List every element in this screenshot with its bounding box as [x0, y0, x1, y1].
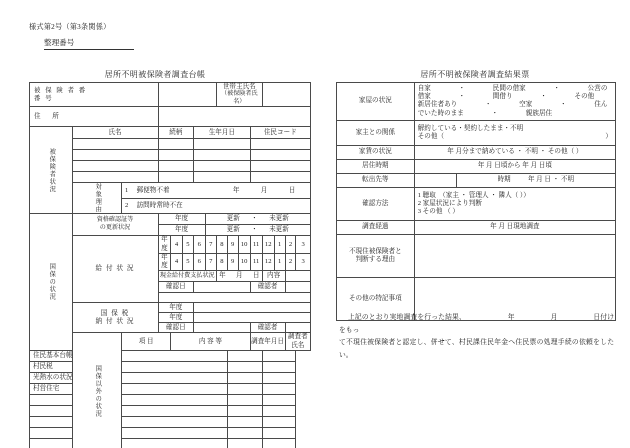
cell-name[interactable]	[72, 150, 158, 161]
month-cell[interactable]: 11	[250, 253, 262, 270]
cash-benefit-label: 現金給付費支払状況	[158, 271, 216, 282]
reason-row-1	[30, 183, 311, 199]
survey-row	[30, 427, 311, 438]
address-value[interactable]	[158, 107, 310, 127]
cell-name[interactable]	[72, 161, 158, 172]
address-label: 住 所	[30, 107, 159, 127]
month-cell[interactable]: 8	[216, 236, 227, 253]
confirm-date-label: 確認日	[158, 282, 194, 293]
month-cell[interactable]: 9	[227, 236, 238, 253]
benefit-year-1[interactable]: 年度	[158, 236, 171, 253]
insurer-number-label: 被 保 険 者 番 番 号	[30, 83, 159, 107]
survey-date[interactable]	[227, 372, 262, 383]
survey-row	[30, 372, 311, 383]
survey-item: 光熱水の状況	[30, 372, 122, 383]
survey-item[interactable]	[30, 438, 122, 448]
survey-date[interactable]	[227, 361, 262, 372]
reason-2[interactable]: 2 訪問時常時不在	[121, 198, 310, 214]
cell-resident-code[interactable]	[250, 139, 310, 150]
survey-row	[30, 438, 311, 448]
surveyor-name[interactable]	[262, 372, 296, 383]
insurer-number-value[interactable]	[158, 83, 216, 107]
residence-period-value[interactable]: 年 月 日頃から 年 月 日頃	[414, 159, 615, 173]
house-condition-label: 家屋の状況	[337, 83, 415, 121]
reason-1[interactable]: 1 郵便物不着 年 月 日	[121, 183, 310, 199]
survey-date[interactable]	[227, 350, 262, 361]
survey-content[interactable]	[121, 416, 227, 427]
cell-resident-code[interactable]	[250, 150, 310, 161]
rent-status-label: 家賃の状況	[337, 145, 415, 159]
col-survey-date: 調査年月日	[250, 333, 285, 350]
tax-value-2[interactable]	[194, 313, 311, 323]
confirm-date-value[interactable]	[194, 282, 251, 293]
benefit-spacer-cell[interactable]	[158, 293, 310, 303]
person-row	[30, 139, 311, 150]
person-row	[30, 161, 311, 172]
cell-birthdate[interactable]	[194, 172, 251, 183]
month-cell[interactable]: 11	[250, 236, 262, 253]
survey-item[interactable]	[30, 394, 122, 405]
tax-value-1[interactable]	[194, 303, 311, 313]
confirmation-method-row	[337, 187, 616, 220]
survey-row	[30, 416, 311, 427]
person-row	[30, 172, 311, 183]
col-resident-code: 住民コード	[250, 127, 310, 139]
survey-header-row	[30, 333, 311, 350]
judgement-reason-label: 不現住被保険者と 判断する理由	[337, 234, 415, 277]
confirmation-method-value[interactable]	[414, 187, 615, 220]
survey-row	[30, 405, 311, 416]
col-name: 氏名	[72, 127, 158, 139]
col-content: 内 容 等	[171, 333, 250, 350]
col-relation: 続柄	[158, 127, 194, 139]
cell-relation[interactable]	[158, 139, 194, 150]
survey-item: 村営住宅	[30, 383, 122, 394]
month-cell[interactable]: 6	[194, 253, 205, 270]
side-label-reason: 対象理由	[72, 183, 121, 214]
benefit-status-label: 給 付 状 況	[72, 236, 158, 303]
surveyor-name[interactable]	[262, 438, 296, 448]
right-panel-title: 居所不明被保険者調査結果票	[420, 70, 530, 79]
remarks-label: その他の特記事項	[337, 277, 415, 320]
moveout-destination-row	[337, 173, 616, 187]
month-cell[interactable]: 1	[274, 236, 285, 253]
house-condition-value[interactable]	[414, 83, 615, 121]
survey-content[interactable]	[121, 350, 227, 361]
survey-item: 住民基本台帳	[30, 350, 122, 361]
document-code: 様式第2号（第3条関係）	[29, 23, 111, 31]
closing-line-1: 上記のとおり実地調査を行った結果、 年 月 日付けをもっ	[339, 314, 615, 334]
survey-item[interactable]	[30, 427, 122, 438]
renewal-year-2[interactable]: 年度	[158, 225, 205, 236]
survey-item[interactable]	[30, 405, 122, 416]
month-cell[interactable]: 4	[171, 253, 182, 270]
surveyor-name[interactable]	[262, 350, 296, 361]
survey-row	[30, 361, 311, 372]
moveout-destination-label: 転出先等	[337, 173, 415, 187]
surveyor-name[interactable]	[262, 416, 296, 427]
side-label-other-status: 国保以外の状況	[72, 333, 121, 448]
survey-content[interactable]	[121, 383, 227, 394]
tax-status-label: 国 保 税 納 付 状 況	[72, 303, 158, 333]
reference-number-label: 整理番号	[44, 38, 75, 47]
surveyor-name[interactable]	[262, 383, 296, 394]
landlord-relation-label: 家主との関係	[337, 120, 415, 145]
confirmation-method-label: 確認方法	[337, 187, 415, 220]
month-cell[interactable]: 7	[205, 236, 216, 253]
benefit-months-row-1	[30, 236, 311, 253]
house-condition-line1: 自家 ・ 民間の借家 ・ 公営の借家 ・ 間借り ・ その他	[417, 85, 608, 101]
cell-name[interactable]	[72, 172, 158, 183]
benefit-year-2[interactable]: 年度	[158, 253, 171, 270]
month-cell[interactable]: 8	[216, 253, 227, 270]
cell-relation[interactable]	[158, 172, 194, 183]
landlord-relation-value[interactable]: 解約している・契約したまま・不明 その他（ ）	[414, 120, 615, 145]
survey-progress-label: 調査経過	[337, 220, 415, 234]
cell-birthdate[interactable]	[194, 139, 251, 150]
house-condition-row	[337, 83, 616, 121]
survey-row	[30, 383, 311, 394]
renewal-year-1[interactable]: 年度	[158, 214, 205, 225]
month-cell[interactable]: 3	[296, 236, 311, 253]
survey-item: 村民税	[30, 361, 122, 372]
tax-year-1[interactable]: 年度	[158, 303, 194, 313]
cash-benefit-date[interactable]: 年 月 日	[216, 271, 262, 282]
closing-line-2: て不現住被保険者と認定し、併せて、村民課住民年金へ住民票の処理手続の依頼をしたい。	[339, 339, 614, 359]
renewal-label: 資格確認証等 の更新状況	[72, 214, 158, 236]
rent-status-value[interactable]: 年 月分まで納めている ・ 不明 ・ その他（ ）	[414, 145, 615, 159]
survey-date[interactable]	[227, 416, 262, 427]
month-cell[interactable]: 5	[182, 236, 193, 253]
confirmation-option-2: 2 家屋状況により判断	[417, 199, 482, 207]
judgement-reason-value[interactable]	[414, 234, 615, 277]
survey-date[interactable]	[227, 427, 262, 438]
householder-label: 世帯主氏名 （被保険者氏名）	[216, 83, 262, 107]
results-table	[336, 82, 616, 321]
surveyor-name[interactable]	[262, 394, 296, 405]
reference-number-rule	[44, 49, 134, 50]
col-birthdate: 生年月日	[194, 127, 251, 139]
confirm-person-label: 確認者	[250, 323, 285, 333]
month-cell[interactable]: 12	[262, 253, 274, 270]
insurer-number-row	[30, 83, 311, 107]
side-label-person-status: 被保険者状況	[30, 127, 73, 214]
confirm-person-value[interactable]	[285, 282, 310, 293]
confirm-person-label: 確認者	[250, 282, 285, 293]
person-header-row	[30, 127, 311, 139]
month-cell[interactable]: 3	[296, 253, 311, 270]
survey-progress-row	[337, 220, 616, 234]
month-cell[interactable]: 1	[274, 253, 285, 270]
survey-content[interactable]	[121, 361, 227, 372]
cash-benefit-content-value[interactable]	[285, 271, 310, 282]
left-panel-title: 居所不明被保険者調査台帳	[104, 70, 206, 79]
survey-progress-value[interactable]: 年 月 日現地調査	[414, 220, 615, 234]
survey-row	[30, 350, 311, 361]
survey-item[interactable]	[30, 416, 122, 427]
cell-birthdate[interactable]	[194, 150, 251, 161]
house-condition-line2: 新居住者あり ・ 空家 ・ 住んでいた時のまま ・ 親族居住	[417, 101, 608, 117]
cell-birthdate[interactable]	[194, 161, 251, 172]
month-cell[interactable]: 4	[171, 236, 182, 253]
cell-resident-code[interactable]	[250, 161, 310, 172]
survey-date[interactable]	[227, 405, 262, 416]
month-cell[interactable]: 10	[238, 253, 250, 270]
surveyor-name[interactable]	[262, 405, 296, 416]
cell-relation[interactable]	[158, 150, 194, 161]
moveout-destination-value[interactable]	[414, 173, 456, 187]
survey-content[interactable]	[121, 405, 227, 416]
month-cell[interactable]: 6	[194, 236, 205, 253]
month-cell[interactable]: 2	[285, 236, 296, 253]
col-item: 項 目	[121, 333, 170, 350]
householder-value[interactable]	[262, 83, 310, 107]
address-row	[30, 107, 311, 127]
cash-benefit-content-label: 内容	[262, 271, 285, 282]
survey-content[interactable]	[121, 372, 227, 383]
renewal-row-1	[30, 214, 311, 225]
survey-content[interactable]	[121, 394, 227, 405]
survey-content[interactable]	[121, 438, 227, 448]
confirmation-option-1: 1 聴取 （家主 ・ 管理人 ・ 隣人（ ））	[417, 191, 530, 199]
survey-date[interactable]	[227, 394, 262, 405]
renewal-options-1[interactable]: 更新 ・ 未更新	[205, 214, 310, 225]
residence-period-row	[337, 159, 616, 173]
confirm-date-value[interactable]	[194, 323, 251, 333]
tax-year-2[interactable]: 年度	[158, 313, 194, 323]
rent-status-row	[337, 145, 616, 159]
survey-content[interactable]	[121, 427, 227, 438]
cell-relation[interactable]	[158, 161, 194, 172]
side-label-kokuho-status: 国保の状況	[30, 214, 73, 350]
month-cell[interactable]: 5	[182, 253, 193, 270]
month-cell[interactable]: 10	[238, 236, 250, 253]
person-row	[30, 150, 311, 161]
confirm-person-value[interactable]	[285, 323, 310, 333]
surveyor-name[interactable]	[262, 427, 296, 438]
col-surveyor-name: 調査者氏名	[285, 333, 310, 350]
month-cell[interactable]: 2	[285, 253, 296, 270]
survey-date[interactable]	[227, 383, 262, 394]
month-cell[interactable]: 9	[227, 253, 238, 270]
survey-row	[30, 394, 311, 405]
confirmation-option-3: 3 その他 （ ）	[417, 208, 459, 216]
renewal-options-2[interactable]: 更新 ・ 未更新	[205, 225, 310, 236]
cell-name[interactable]	[72, 139, 158, 150]
moveout-timing-cell[interactable]: 時期 年 月 日 ・ 不明	[456, 173, 615, 187]
landlord-relation-row	[337, 120, 616, 145]
judgement-reason-row	[337, 234, 616, 277]
month-cell[interactable]: 7	[205, 253, 216, 270]
survey-date[interactable]	[227, 438, 262, 448]
residence-period-label: 居住時期	[337, 159, 415, 173]
tax-row-1	[30, 303, 311, 313]
confirm-date-label: 確認日	[158, 323, 194, 333]
closing-statement	[339, 312, 614, 362]
month-cell[interactable]: 12	[262, 236, 274, 253]
ledger-table	[29, 82, 311, 448]
surveyor-name[interactable]	[262, 361, 296, 372]
cell-resident-code[interactable]	[250, 172, 310, 183]
